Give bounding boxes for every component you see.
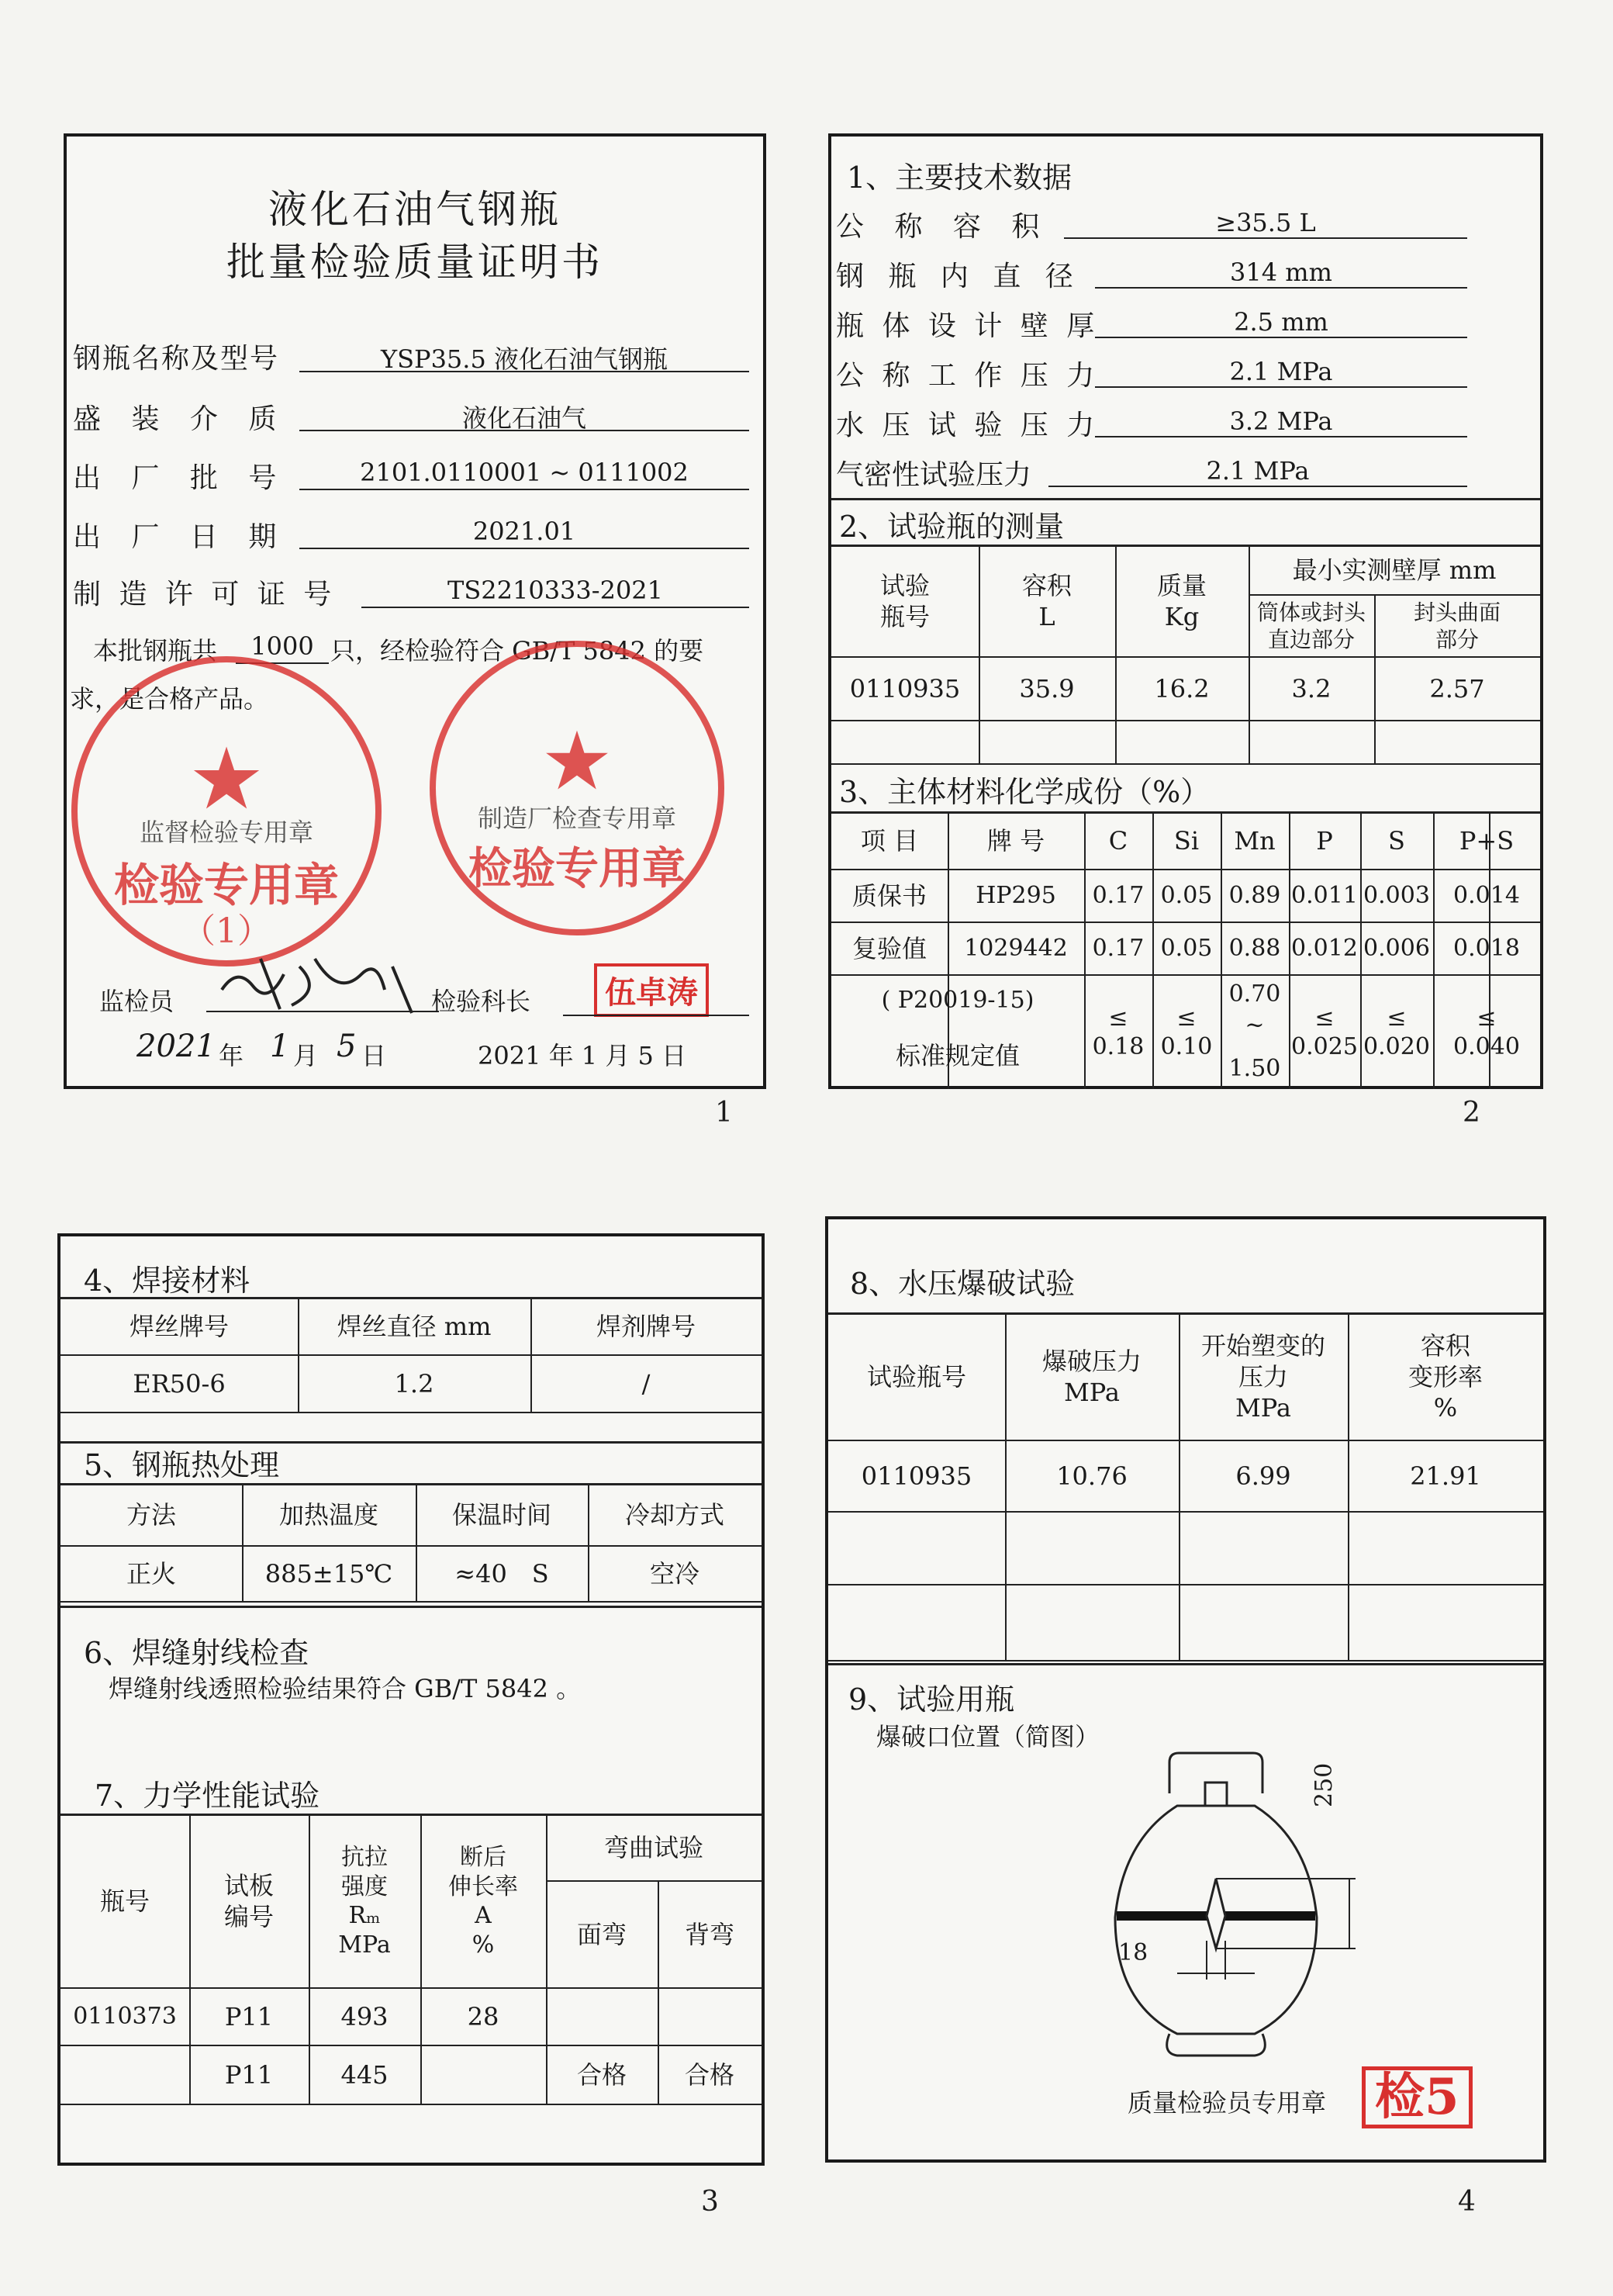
heat-cooling: 空冷: [649, 1559, 699, 1589]
measure-header-bottle: 试验 瓶号: [879, 571, 930, 631]
inspector-stamp: 检5: [1362, 2066, 1473, 2128]
measure-header-mass: 质量 Kg: [1156, 571, 1207, 631]
chem-row2-si: 0.05: [1160, 935, 1213, 963]
mech-row1-elong: 28: [467, 2002, 499, 2031]
mech-row2-face: 合格: [576, 2060, 627, 2090]
chem-row1-ps: 0.014: [1453, 882, 1520, 910]
sec8-title: 8、水压爆破试验: [850, 1267, 1076, 1301]
date-left-unit-year: 年: [219, 1041, 244, 1070]
stamp-star-icon: ★: [188, 729, 265, 828]
chem-row2-p: 0.012: [1291, 935, 1358, 963]
heat-header-temp: 加热温度: [278, 1500, 378, 1530]
sec3-title: 3、主体材料化学成份（%）: [839, 775, 1211, 809]
measure-cylinder: 3.2: [1291, 674, 1332, 704]
chief-seal: 伍卓涛: [594, 963, 709, 1017]
tech-value-wall: 2.5 mm: [1234, 307, 1328, 337]
chem-row2-s: 0.006: [1363, 935, 1430, 963]
chem-row1-grade: HP295: [976, 882, 1056, 910]
statement-pre: 本批钢瓶共: [93, 636, 218, 666]
chem-std-s: ≤ 0.020: [1363, 1004, 1430, 1060]
stamp-left-main: 检验专用章: [113, 859, 339, 911]
sec9-sub: 爆破口位置（简图）: [876, 1722, 1100, 1751]
tech-label-diameter: 钢 瓶 内 直 径: [836, 261, 1081, 292]
mech-row1-bottle: 0110373: [73, 2003, 177, 2031]
chem-row2-ps: 0.018: [1453, 935, 1520, 963]
sec6-title: 6、焊缝射线检查: [84, 1636, 309, 1670]
page1-title-line1: 液化石油气钢瓶: [268, 187, 561, 232]
chem-std-c: ≤ 0.18: [1092, 1004, 1145, 1060]
mech-header-plate: 试板 编号: [223, 1871, 274, 1931]
chem-row2-c: 0.17: [1092, 935, 1145, 963]
heat-time: ≈40 S: [454, 1559, 549, 1589]
chem-header-mn: Mn: [1234, 826, 1276, 856]
date-left-year: 2021: [136, 1029, 216, 1064]
chem-std-mn-bot: 1.50: [1228, 1055, 1281, 1082]
stamp-factory: [430, 641, 724, 935]
stamp-supervision: [71, 656, 382, 966]
mech-header-bottle: 瓶号: [99, 1886, 150, 1916]
measure-mass: 16.2: [1154, 674, 1210, 704]
burst-header-yield: 开始塑变的 压力 MPa: [1200, 1331, 1325, 1423]
page3-number: 3: [701, 2186, 719, 2218]
mech-row1-face: [546, 1989, 658, 2045]
chem-std-label: 标准规定值: [895, 1041, 1020, 1070]
tech-value-diameter: 314 mm: [1230, 258, 1332, 287]
chief-label: 检验科长: [431, 987, 531, 1016]
tech-label-hydro-pressure: 水 压 试 验 压 力: [836, 410, 1100, 441]
chem-row2-item: 复验值: [851, 934, 927, 963]
mech-row2-tensile: 445: [340, 2060, 389, 2090]
measure-header-head: 封头曲面 部分: [1413, 600, 1501, 652]
stamp-right-main: 检验专用章: [468, 843, 686, 894]
tech-label-air-pressure: 气密性试验压力: [836, 459, 1032, 491]
mech-header-back: 背弯: [684, 1920, 734, 1949]
stamp-left-num: （1）: [181, 911, 271, 951]
field-label-license: 制 造 许 可 证 号: [73, 579, 337, 610]
weld-header-wire: 焊丝牌号: [129, 1312, 229, 1341]
mech-row1-tensile: 493: [340, 2002, 389, 2031]
stamp-star-icon-right: ★: [541, 714, 613, 808]
chem-row1-mn: 0.89: [1228, 882, 1281, 910]
inspector-stamp-label: 质量检验员专用章: [1128, 2088, 1327, 2118]
measure-header-min-wall: 最小实测壁厚 mm: [1292, 555, 1497, 585]
tech-label-wall: 瓶 体 设 计 壁 厚: [836, 310, 1100, 342]
date-left-month: 1: [270, 1029, 290, 1064]
tech-value-volume: ≥35.5 L: [1215, 208, 1316, 237]
field-value-batch: 2101.0110001 ~ 0111002: [360, 458, 689, 487]
mech-row2-back: 合格: [684, 2060, 734, 2090]
statement-line2: 求，是合格产品。: [70, 684, 269, 714]
chem-std-si: ≤ 0.10: [1160, 1004, 1213, 1060]
burst-bottle: 0110935: [861, 1461, 972, 1491]
measure-header-cylinder: 筒体或封头 直边部分: [1256, 600, 1366, 652]
heat-header-time: 保温时间: [451, 1500, 551, 1530]
field-value-license: TS2210333-2021: [447, 576, 664, 605]
chem-std-p: ≤ 0.025: [1291, 1004, 1358, 1060]
chem-std-code: ( P20019-15): [881, 987, 1034, 1014]
burst-pressure: 10.76: [1056, 1461, 1128, 1491]
date-left-unit-month: 月: [293, 1041, 319, 1070]
measure-bottle-no: 0110935: [849, 674, 961, 704]
statement-count: 1000: [250, 631, 314, 661]
tech-value-work-pressure: 2.1 MPa: [1229, 357, 1333, 386]
weld-diameter: 1.2: [394, 1369, 434, 1399]
chem-row2-mn: 0.88: [1228, 935, 1281, 963]
sec6-text: 焊缝射线透照检验结果符合 GB/T 5842 。: [109, 1674, 582, 1703]
field-label-date: 出 厂 日 期: [73, 521, 288, 553]
page1-panel: [64, 133, 766, 1089]
burst-header-volume-def: 容积 变形率 %: [1407, 1331, 1483, 1423]
dim-horizontal-label: 18: [1118, 1939, 1148, 1966]
heat-temp: 885±15℃: [264, 1559, 393, 1589]
page1-title-line2: 批量检验质量证明书: [226, 240, 603, 285]
chem-header-ps: P+S: [1459, 826, 1515, 856]
chem-header-c: C: [1108, 826, 1128, 856]
chem-row1-c: 0.17: [1092, 882, 1145, 910]
page2-panel: [828, 133, 1543, 1089]
field-value-model: YSP35.5 液化石油气钢瓶: [380, 344, 668, 374]
chem-row1-s: 0.003: [1363, 882, 1430, 910]
stamp-left-label: 监督检验专用章: [139, 818, 313, 847]
burst-volume-def: 21.91: [1410, 1461, 1481, 1491]
chem-std-mn-top: 0.70: [1228, 980, 1281, 1008]
page2-number: 2: [1463, 1097, 1480, 1129]
mech-header-tensile: 抗拉 强度 Rₘ MPa: [338, 1844, 391, 1959]
burst-yield: 6.99: [1235, 1461, 1291, 1491]
weld-flux: /: [641, 1369, 651, 1399]
page4-panel: [825, 1216, 1546, 2163]
sec5-title: 5、钢瓶热处理: [84, 1448, 280, 1482]
measure-volume: 35.9: [1019, 674, 1075, 704]
field-value-date: 2021.01: [472, 517, 576, 546]
heat-method: 正火: [126, 1559, 176, 1589]
page4-number: 4: [1458, 2186, 1476, 2218]
date-right: 2021 年 1 月 5 日: [478, 1041, 687, 1070]
weld-wire: ER50-6: [133, 1369, 226, 1399]
tech-value-air-pressure: 2.1 MPa: [1206, 456, 1310, 486]
chem-header-s: S: [1388, 826, 1405, 856]
chem-header-si: Si: [1173, 826, 1200, 856]
field-label-medium: 盛 装 介 质: [73, 403, 288, 435]
chem-row1-p: 0.011: [1291, 882, 1358, 910]
burst-header-bottle: 试验瓶号: [866, 1362, 966, 1392]
mech-row2-bottle: [60, 2046, 189, 2104]
measure-head: 2.57: [1429, 674, 1485, 704]
weld-header-flux: 焊剂牌号: [596, 1312, 696, 1341]
date-left-day: 5: [337, 1029, 357, 1064]
chem-header-item: 项 目: [860, 826, 919, 856]
mech-row1-back: [658, 1989, 762, 2045]
inspector-signature: [206, 943, 439, 1021]
chem-row1-item: 质保书: [851, 881, 927, 911]
tech-label-volume: 公 称 容 积: [836, 211, 1051, 243]
sec2-title: 2、试验瓶的测量: [839, 510, 1065, 544]
tech-value-hydro-pressure: 3.2 MPa: [1229, 406, 1333, 436]
burst-header-pressure: 爆破压力 MPa: [1041, 1347, 1142, 1407]
field-value-medium: 液化石油气: [461, 403, 586, 433]
mech-row1-plate: P11: [224, 2002, 274, 2031]
heat-header-cooling: 冷却方式: [624, 1500, 724, 1530]
sec9-title: 9、试验用瓶: [848, 1682, 1015, 1717]
chem-header-p: P: [1316, 826, 1333, 856]
chem-row1-si: 0.05: [1160, 882, 1213, 910]
chem-header-grade: 牌 号: [986, 826, 1045, 856]
page3-panel: [57, 1233, 765, 2166]
field-label-model: 钢瓶名称及型号: [73, 343, 280, 375]
sec1-title: 1、主要技术数据: [847, 161, 1072, 195]
sec7-title: 7、力学性能试验: [95, 1779, 320, 1813]
weld-header-diameter: 焊丝直径 mm: [337, 1312, 492, 1341]
tech-label-work-pressure: 公 称 工 作 压 力: [836, 360, 1100, 392]
dim-vertical-label: 250: [1311, 1762, 1338, 1807]
mech-header-face: 面弯: [576, 1920, 627, 1949]
heat-header-method: 方法: [126, 1500, 176, 1530]
chem-row2-grade: 1029442: [964, 935, 1068, 963]
mech-header-elong: 断后 伸长率 A %: [448, 1844, 518, 1959]
page1-number: 1: [715, 1097, 733, 1129]
date-left-unit-day: 日: [361, 1041, 387, 1070]
field-label-batch: 出 厂 批 号: [73, 462, 288, 494]
mech-row2-elong: [420, 2046, 546, 2104]
sec4-title: 4、焊接材料: [84, 1264, 250, 1298]
chem-std-ps: ≤ 0.040: [1453, 1004, 1520, 1060]
mech-row2-plate: P11: [224, 2060, 274, 2090]
mech-header-bend: 弯曲试验: [603, 1833, 703, 1862]
inspector-label: 监检员: [99, 987, 174, 1016]
statement-post: 只，经检验符合 GB/T 5842 的要: [330, 636, 704, 666]
chem-std-mn-mid: ~: [1245, 1011, 1265, 1039]
stamp-right-label: 制造厂检查专用章: [477, 804, 676, 833]
measure-header-volume: 容积 L: [1021, 571, 1072, 631]
